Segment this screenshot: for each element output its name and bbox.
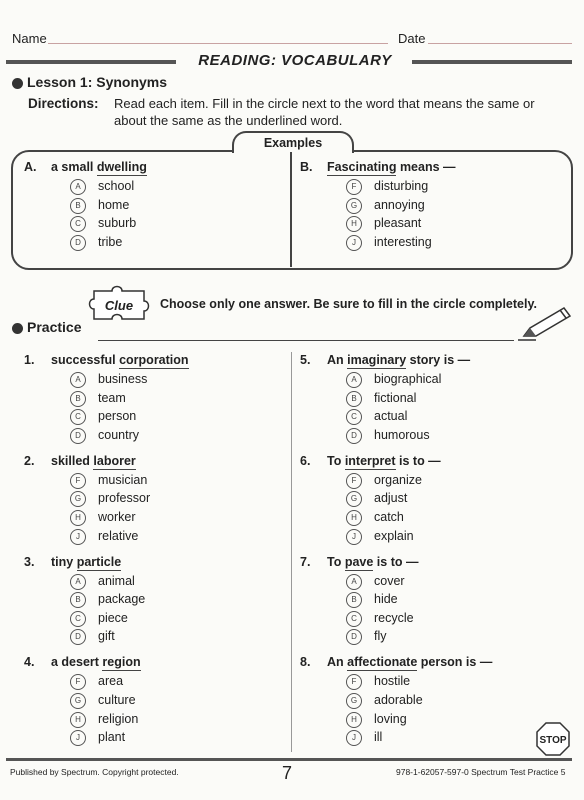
question-stem <box>51 353 189 367</box>
answer-bubble[interactable]: G <box>70 491 86 507</box>
answer-bubble[interactable]: B <box>346 592 362 608</box>
answer-text: biographical <box>374 372 442 386</box>
bullet-icon <box>12 323 23 334</box>
answer-bubble[interactable]: G <box>70 693 86 709</box>
answer-text: disturbing <box>374 179 429 193</box>
answer-text: musician <box>98 472 148 487</box>
question-stem <box>327 555 418 569</box>
answer-bubble[interactable]: B <box>70 592 86 608</box>
examples-divider <box>290 152 292 267</box>
answer-text: religion <box>98 711 139 726</box>
answer-text: actual <box>374 409 408 424</box>
question-stem <box>327 353 470 367</box>
answer-text: business <box>98 372 148 386</box>
question-number: 8. <box>300 655 311 670</box>
answer-text: worker <box>98 510 136 524</box>
answer-bubble[interactable]: A <box>70 372 86 388</box>
question-stem <box>327 454 441 468</box>
answer-bubble[interactable]: H <box>346 510 362 526</box>
answer-text: recycle <box>374 610 414 625</box>
answer-bubble[interactable]: D <box>70 428 86 444</box>
answer-text: interesting <box>374 234 432 249</box>
answer-bubble[interactable]: B <box>346 391 362 407</box>
practice-rule <box>98 340 514 341</box>
answer-bubble[interactable]: C <box>70 409 86 425</box>
answer-bubble[interactable]: A <box>346 574 362 590</box>
stem-prefix: An <box>327 353 348 367</box>
answer-bubble[interactable]: A <box>346 372 362 388</box>
answer-text: school <box>98 179 135 193</box>
answer-text: annoying <box>374 197 425 212</box>
question-number: 1. <box>24 353 35 367</box>
name-label: Name <box>12 31 47 46</box>
question-stem <box>51 454 136 468</box>
answer-text: loving <box>374 711 407 726</box>
stem-prefix: An <box>327 655 348 670</box>
underlined-word: Fascinating <box>327 160 397 174</box>
answer-bubble[interactable]: C <box>346 409 362 425</box>
underlined-word: corporation <box>119 353 189 367</box>
answer-bubble[interactable]: H <box>346 216 362 232</box>
answer-text: hostile <box>374 674 411 689</box>
answer-text: humorous <box>374 427 430 442</box>
stem-suffix: means — <box>396 160 456 174</box>
question-number: 4. <box>24 655 35 670</box>
answer-text: tribe <box>98 234 123 249</box>
question-number: B. <box>300 160 313 174</box>
answer-text: cover <box>374 573 405 588</box>
answer-bubble[interactable]: D <box>346 428 362 444</box>
answer-text: area <box>98 674 124 689</box>
answer-text: team <box>98 390 126 405</box>
answer-text: hide <box>374 592 398 607</box>
underlined-word: interpret <box>344 453 396 468</box>
directions <box>28 95 568 128</box>
stem-suffix: is to — <box>373 554 419 569</box>
answer-text: animal <box>98 573 135 588</box>
stem-prefix: successful <box>51 353 120 367</box>
stem-prefix: a desert <box>51 655 103 670</box>
stop-sign-icon <box>536 722 570 756</box>
answer-bubble[interactable]: H <box>70 510 86 526</box>
answer-text: fly <box>374 629 387 644</box>
answer-bubble[interactable]: A <box>70 179 86 195</box>
underlined-word: region <box>102 655 141 670</box>
name-line[interactable] <box>48 43 388 44</box>
answer-bubble[interactable]: J <box>346 730 362 746</box>
answer-bubble[interactable]: H <box>346 712 362 728</box>
answer-bubble[interactable]: B <box>70 198 86 214</box>
question-stem <box>51 555 121 569</box>
answer-text: adorable <box>374 693 423 707</box>
answer-bubble[interactable]: D <box>70 629 86 645</box>
answer-bubble[interactable]: D <box>70 235 86 251</box>
stem-prefix: tiny <box>51 554 77 569</box>
answer-bubble[interactable]: J <box>346 529 362 545</box>
bullet-icon <box>12 78 23 89</box>
underlined-word: imaginary <box>347 353 407 367</box>
lesson-title: Lesson 1: Synonyms <box>27 74 168 90</box>
question-number: 3. <box>24 554 35 569</box>
answer-text: package <box>98 592 146 607</box>
answer-text: explain <box>374 528 414 543</box>
answer-text: country <box>98 427 139 442</box>
date-label: Date <box>398 31 426 46</box>
stem-suffix: is to — <box>395 453 441 468</box>
lesson-heading <box>12 74 167 90</box>
underlined-word: dwelling <box>96 160 147 174</box>
underlined-word: pave <box>344 554 374 569</box>
question-stem <box>51 655 141 669</box>
title-bar-left <box>6 60 176 64</box>
answer-bubble[interactable]: A <box>70 574 86 590</box>
answer-text: fictional <box>374 390 417 405</box>
question-number: 5. <box>300 353 311 367</box>
practice-heading <box>12 319 81 335</box>
clue-puzzle-icon <box>88 283 152 323</box>
stem-prefix: To <box>327 554 345 569</box>
title-bar-right <box>412 60 572 64</box>
answer-bubble[interactable]: G <box>346 693 362 709</box>
footer-publisher: Published by Spectrum. Copyright protected. <box>10 767 179 777</box>
date-line[interactable] <box>428 43 572 44</box>
pencil-icon <box>516 302 574 342</box>
page-number: 7 <box>282 763 293 783</box>
answer-text: catch <box>374 510 404 524</box>
answer-text: home <box>98 197 130 212</box>
question-number: 6. <box>300 453 311 468</box>
examples-tab: Examples <box>232 131 354 153</box>
stem-prefix: To <box>327 453 345 468</box>
answer-text: suburb <box>98 216 137 231</box>
answer-bubble[interactable]: C <box>70 611 86 627</box>
footer-isbn: 978-1-62057-597-0 Spectrum Test Practice 5 <box>396 767 566 777</box>
answer-bubble[interactable]: H <box>70 712 86 728</box>
answer-bubble[interactable]: C <box>70 216 86 232</box>
question-stem <box>51 160 147 174</box>
answer-bubble[interactable]: F <box>70 674 86 690</box>
directions-label: Directions: <box>28 96 99 111</box>
question-number: 2. <box>24 453 35 468</box>
footer-rule <box>6 758 572 761</box>
question-stem <box>327 160 456 174</box>
answer-bubble[interactable]: F <box>70 473 86 489</box>
stem-suffix: person is — <box>417 655 493 670</box>
question-number: 7. <box>300 554 311 569</box>
underlined-word: affectionate <box>347 655 418 670</box>
answer-text: piece <box>98 610 128 625</box>
answer-bubble[interactable]: G <box>346 198 362 214</box>
answer-bubble[interactable]: F <box>346 179 362 195</box>
stem-suffix: story is — <box>406 353 471 367</box>
answer-text: organize <box>374 472 422 487</box>
stop-sign-text: STOP <box>539 735 567 746</box>
answer-text: ill <box>374 730 383 745</box>
answer-bubble[interactable]: J <box>70 730 86 746</box>
practice-title: Practice <box>27 319 82 335</box>
answer-text: person <box>98 409 137 424</box>
answer-bubble[interactable]: F <box>346 473 362 489</box>
underlined-word: laborer <box>93 453 136 468</box>
question-stem <box>327 655 492 669</box>
column-divider <box>291 352 292 752</box>
answer-bubble[interactable]: F <box>346 674 362 690</box>
answer-bubble[interactable]: C <box>346 611 362 627</box>
stem-prefix: skilled <box>51 453 94 468</box>
answer-bubble[interactable]: D <box>346 629 362 645</box>
underlined-word: particle <box>76 554 122 569</box>
answer-text: professor <box>98 491 151 506</box>
clue-badge: Clue <box>104 298 134 313</box>
question-number: A. <box>24 160 37 174</box>
answer-bubble[interactable]: B <box>70 391 86 407</box>
answer-bubble[interactable]: J <box>70 529 86 545</box>
clue-text: Choose only one answer. Be sure to fill in the circle completely. <box>160 297 537 311</box>
answer-bubble[interactable]: G <box>346 491 362 507</box>
page-title: READING: VOCABULARY <box>198 52 392 69</box>
stem-prefix: a small <box>51 160 97 174</box>
answer-bubble[interactable]: J <box>346 235 362 251</box>
answer-text: pleasant <box>374 216 422 231</box>
answer-text: culture <box>98 693 136 707</box>
answer-text: relative <box>98 528 139 543</box>
answer-text: gift <box>98 629 115 644</box>
directions-text: Read each item. Fill in the circle next to the word that means the same or about the same as the underlined word. <box>114 96 535 128</box>
answer-text: plant <box>98 730 126 745</box>
answer-text: adjust <box>374 491 408 506</box>
